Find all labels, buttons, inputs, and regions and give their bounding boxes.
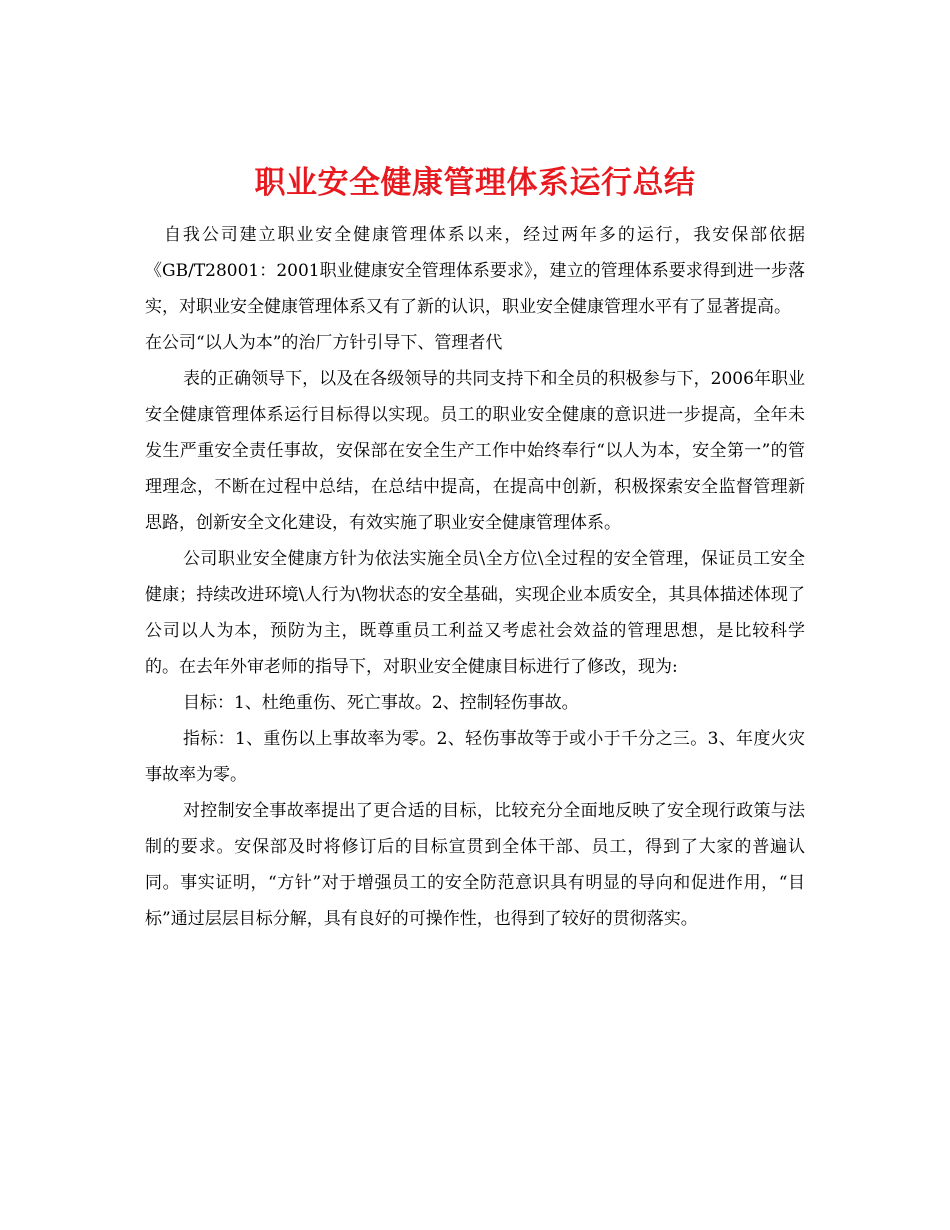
paragraph-intro: 自我公司建立职业安全健康管理体系以来，经过两年多的运行，我安保部依据《GB/T28001：2001职业健康安全管理体系要求》，建立的管理体系要求得到进一步落实，对职业安全健康管理体系又有了新的认识，职业安全健康管理水平有了显著提高。 [145,225,805,317]
document-title: 职业安全健康管理体系运行总结 [254,164,696,201]
paragraph-policy: 公司职业安全健康方针为依法实施全员\全方位\全过程的安全管理，保证员工安全健康；持续改进环境\人行为\物状态的安全基础，实现企业本质安全，其具体描述体现了公司以人为本，预防为主，既尊重员工利益又考虑社会效益的管理思想，是比较科学的。在去年外审老师的指导下，对职业安全健康目标进行了修改，现为: [145,549,805,677]
document-body [145,217,805,937]
paragraph-conclusion: 对控制安全事故率提出了更合适的目标，比较充分全面地反映了安全现行政策与法制的要求。安保部及时将修订后的目标宣贯到全体干部、员工，得到了大家的普遍认同。事实证明，“方针”对于增强员工的安全防范意识具有明显的导向和促进作用，“目标”通过层层目标分解，具有良好的可操作性，也得到了较好的贯彻落实。 [145,801,805,929]
paragraph-policy-line: 在公司“以人为本”的治厂方针引导下、管理者代 [145,333,503,353]
paragraph-goals: 目标：1、杜绝重伤、死亡事故。2、控制轻伤事故。 [183,693,579,713]
paragraph-achievement: 表的正确领导下，以及在各级领导的共同支持下和全员的积极参与下，2006年职业安全健康管理体系运行目标得以实现。员工的职业安全健康的意识进一步提高，全年未发生严重安全责任事故，安保部在安全生产工作中始终奉行“以人为本，安全第一”的管理理念，不断在过程中总结，在总结中提高，在提高中创新，积极探索安全监督管理新思路，创新安全文化建设，有效实施了职业安全健康管理体系。 [145,369,805,533]
paragraph-indicators: 指标：1、重伤以上事故率为零。2、轻伤事故等于或小于千分之三。3、年度火灾事故率为零。 [145,729,805,785]
